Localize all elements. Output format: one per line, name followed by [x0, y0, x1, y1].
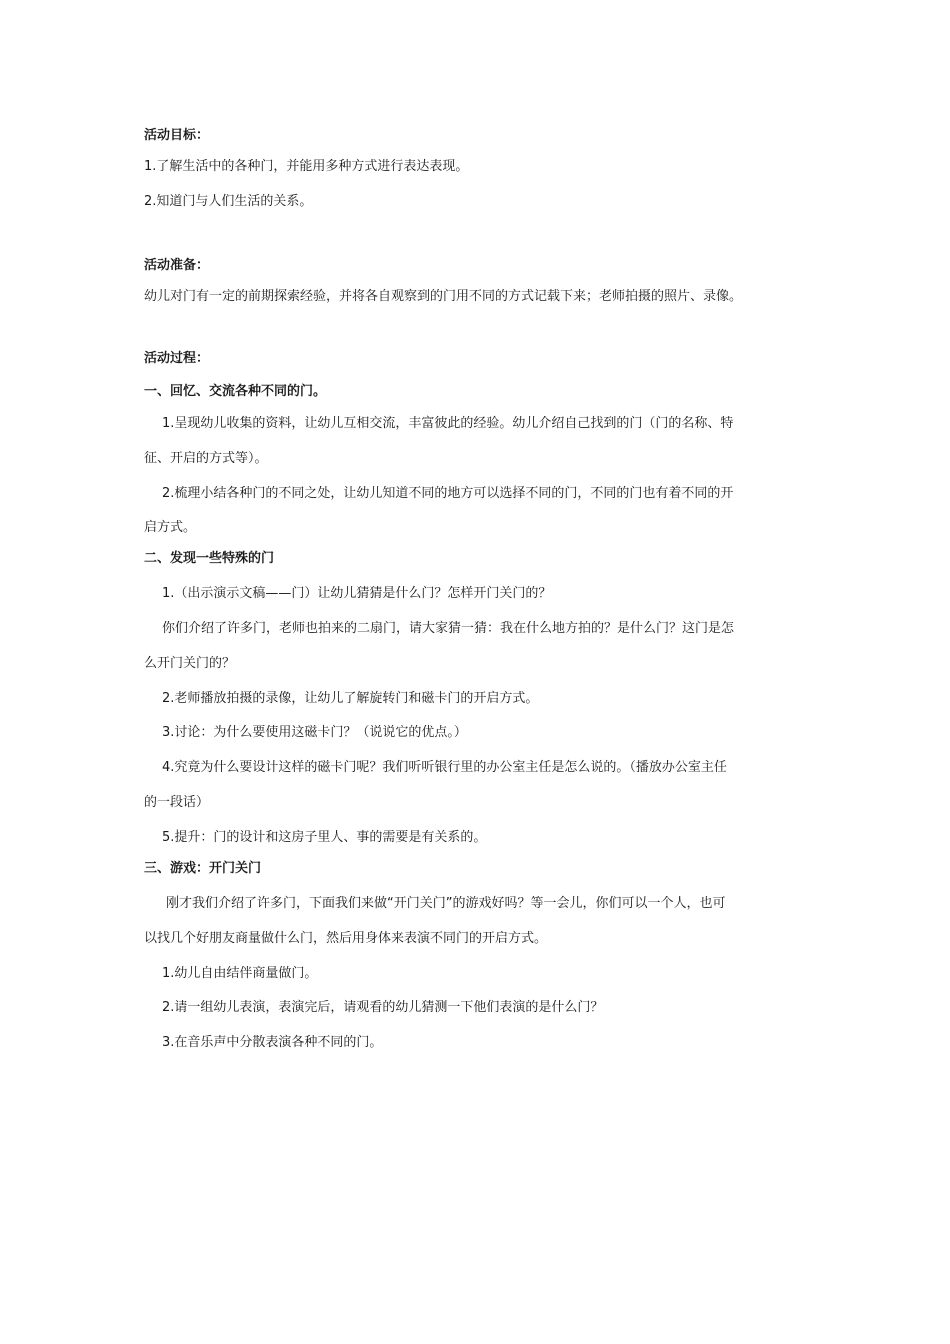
part3-intro-line1: 刚才我们介绍了许多门，下面我们来做“开门关门”的游戏好吗？等一会儿，你们可以一个人，也可	[166, 896, 726, 911]
preparation-text: 幼儿对门有一定的前期探索经验，并将各自观察到的门用不同的方式记载下来；老师拍摄的照片、录像。	[144, 289, 743, 304]
part1-item-2-line2: 启方式。	[144, 520, 197, 535]
part3-item-3: 3.在音乐声中分散表演各种不同的门。	[162, 1035, 383, 1050]
part1-title: 一、回忆、交流各种不同的门。	[144, 384, 327, 399]
part2-item-1b-line2: 么开门关门的？	[144, 656, 236, 671]
part2-title: 二、发现一些特殊的门	[144, 551, 275, 566]
part2-item-5: 5.提升：门的设计和这房子里人、事的需要是有关系的。	[162, 830, 487, 845]
part2-item-1b-line1: 你们介绍了许多门，老师也拍来的二扇门，请大家猜一猜：我在什么地方拍的？是什么门？这门是怎	[162, 621, 735, 636]
part2-item-4-line2: 的一段话）	[144, 795, 210, 810]
preparation-heading: 活动准备：	[144, 258, 210, 273]
part3-item-1: 1.幼儿自由结伴商量做门。	[162, 966, 318, 981]
part2-item-2: 2.老师播放拍摄的录像，让幼儿了解旋转门和磁卡门的开启方式。	[162, 691, 539, 706]
part2-item-3: 3.讨论：为什么要使用这磁卡门？（说说它的优点。）	[162, 725, 467, 740]
goal-item-2: 2.知道门与人们生活的关系。	[144, 194, 313, 209]
goals-heading: 活动目标：	[144, 128, 210, 143]
part3-title: 三、游戏：开门关门	[144, 861, 262, 876]
part2-item-1: 1.（出示演示文稿——门）让幼儿猜猜是什么门？怎样开门关门的？	[162, 586, 552, 601]
process-heading: 活动过程：	[144, 351, 210, 366]
part3-item-2: 2.请一组幼儿表演，表演完后，请观看的幼儿猜测一下他们表演的是什么门？	[162, 1000, 604, 1015]
part2-item-4-line1: 4.究竟为什么要设计这样的磁卡门呢？我们听听银行里的办公室主任是怎么说的。（播放办公室主任	[162, 760, 727, 775]
part1-item-2-line1: 2.梳理小结各种门的不同之处，让幼儿知道不同的地方可以选择不同的门，不同的门也有着不同的开	[162, 486, 734, 501]
goal-item-1: 1.了解生活中的各种门，并能用多种方式进行表达表现。	[144, 159, 469, 174]
part1-item-1-line1: 1.呈现幼儿收集的资料，让幼儿互相交流，丰富彼此的经验。幼儿介绍自己找到的门（门的名称、特	[162, 416, 734, 431]
part3-intro-line2: 以找几个好朋友商量做什么门，然后用身体来表演不同门的开启方式。	[144, 931, 548, 946]
part1-item-1-line2: 征、开启的方式等）。	[144, 451, 268, 466]
